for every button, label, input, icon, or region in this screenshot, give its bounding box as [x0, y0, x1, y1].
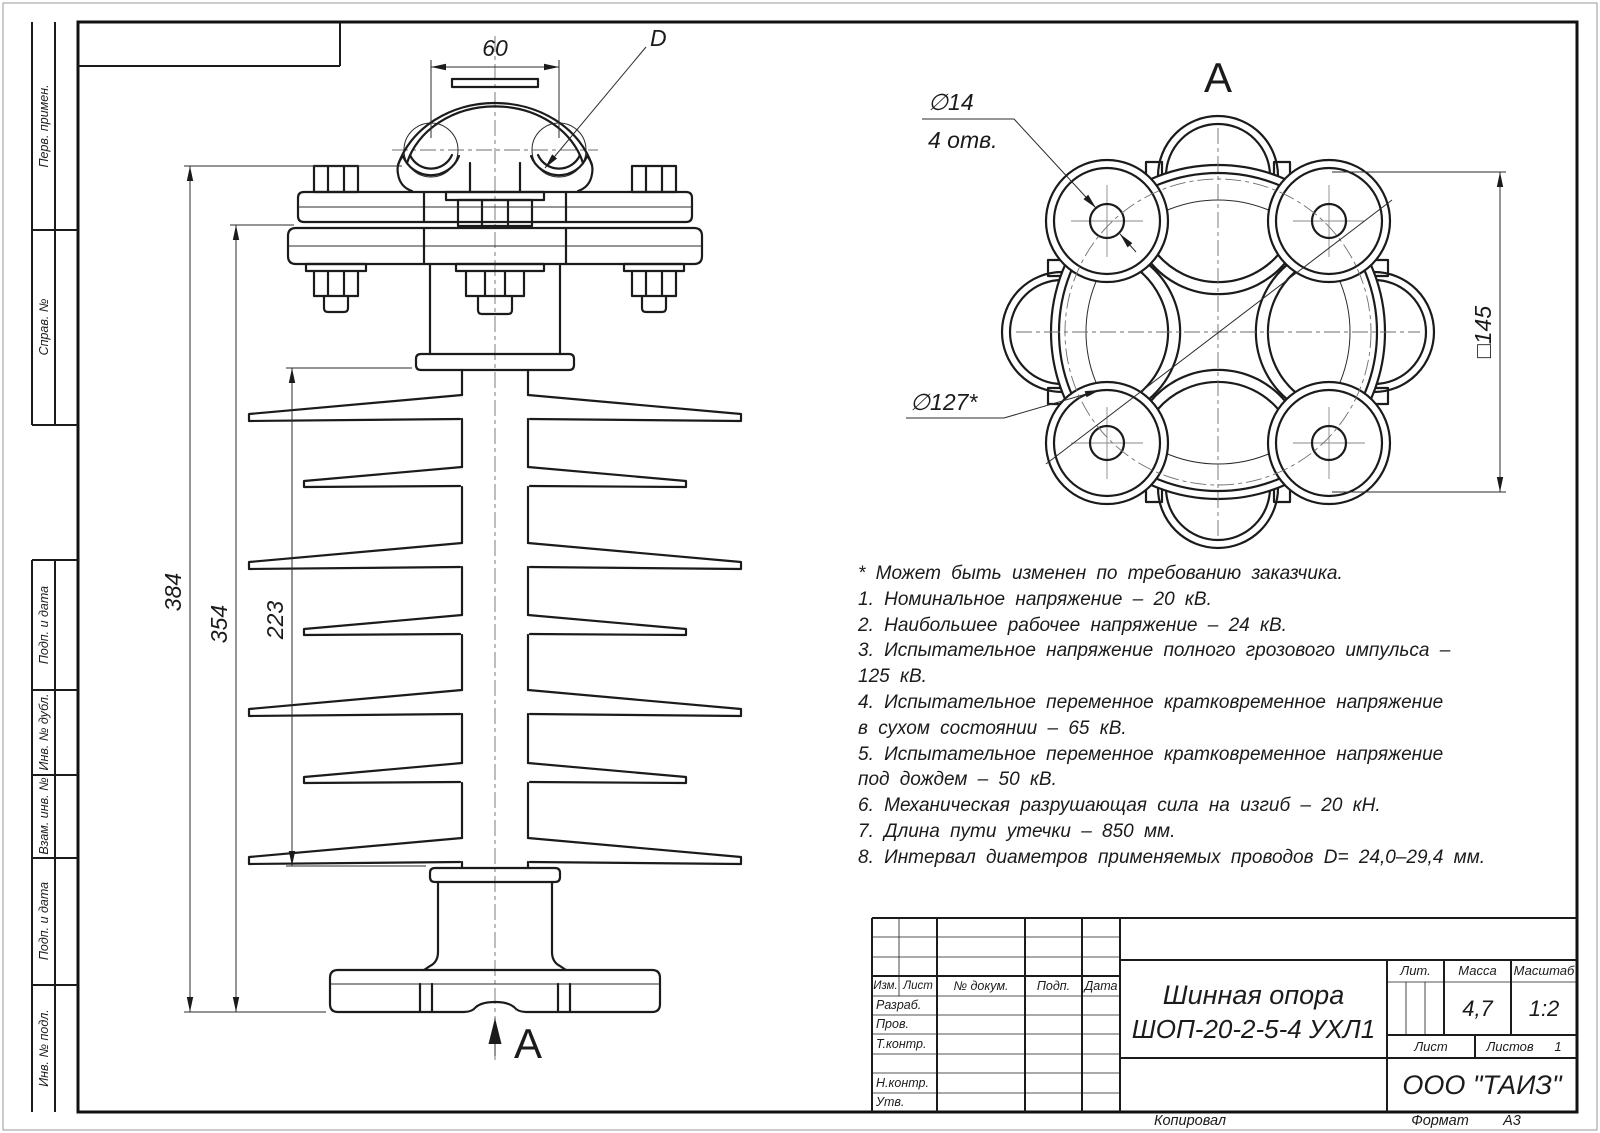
note-line: 5. Испытательное переменное кратковременное напряжение [858, 743, 1444, 765]
dim-conductor-label: D [650, 25, 667, 51]
footer-format-value: А3 [1503, 1113, 1521, 1129]
view-label-a: А [1203, 54, 1233, 101]
margin-stamp-vzam-inv: Взам. инв. № [37, 777, 51, 855]
note-line: * Может быть изменен по требованию заказчика. [858, 563, 1343, 584]
note-line: 7. Длина пути утечки – 850 мм. [858, 820, 1176, 842]
titleblock-row-nkontr: Н.контр. [876, 1076, 929, 1090]
dim-square-label: □145 [1470, 305, 1496, 359]
company-name: ООО "ТАИЗ" [1402, 1070, 1562, 1100]
dim-total-height-label: 384 [160, 572, 186, 612]
note-line: 125 кВ. [858, 666, 927, 688]
titleblock-mass-label: Масса [1458, 963, 1497, 978]
margin-stamp-inv-dubl: Инв. № дубл. [37, 693, 51, 771]
titleblock-header-list: Лист [903, 980, 933, 992]
titleblock-sheet-label: Лист [1414, 1039, 1448, 1054]
titleblock-sheets-value: 1 [1554, 1039, 1562, 1054]
titleblock-sheets-label: Листов [1486, 1039, 1534, 1054]
titleblock-header-izm: Изм. [873, 980, 898, 992]
note-line: 2. Наибольшее рабочее напряжение – 24 кВ. [858, 614, 1287, 636]
document-title-line1: Шинная опора [1162, 980, 1345, 1010]
document-title [1122, 968, 1385, 1056]
titleblock-mass-value: 4,7 [1462, 996, 1493, 1021]
note-line: под дождем – 50 кВ. [858, 769, 1057, 791]
dim-holes-count-label: 4 отв. [928, 127, 998, 153]
footer-copied-label: Копировал [1153, 1113, 1227, 1129]
margin-stamp-podp-data-2: Подп. и дата [37, 881, 51, 961]
titleblock-header-dokum: № докум. [953, 979, 1009, 993]
note-line: 3. Испытательное напряжение полного грозового импульса – [858, 640, 1451, 662]
dim-holes-dia-label: ∅14 [928, 89, 974, 115]
note-line: 4. Испытательное переменное кратковременное напряжение [858, 691, 1444, 713]
titleblock-header-data: Дата [1084, 979, 1118, 993]
section-label-a: А [514, 1020, 543, 1067]
margin-stamp-perv-primen: Перв. примен. [37, 84, 51, 168]
note-line: 8. Интервал диаметров применяемых проводов D= 24,0–29,4 мм. [858, 846, 1486, 868]
margin-stamp-sprav-no: Справ. № [37, 298, 51, 356]
footer-format-label: Формат [1411, 1113, 1469, 1129]
front-view [160, 25, 741, 1067]
dim-upper-height-label: 354 [206, 604, 232, 644]
titleblock-lit-label: Лит. [1400, 963, 1431, 978]
technical-notes [858, 561, 1485, 871]
titleblock-scale-label: Масштаб [1513, 963, 1575, 978]
titleblock-row-prov: Пров. [876, 1017, 909, 1031]
top-view [906, 54, 1506, 548]
titleblock-row-utv: Утв. [876, 1095, 905, 1109]
margin-stamp-podp-data-1: Подп. и дата [37, 585, 51, 665]
note-line: 1. Номинальное напряжение – 20 кВ. [858, 588, 1212, 610]
titleblock-row-tkontr: Т.контр. [876, 1037, 927, 1051]
titleblock-row-razrab: Разраб. [876, 998, 922, 1012]
margin-stamp-inv-podl: Инв. № подл. [37, 1009, 51, 1087]
note-line: в сухом состоянии – 65 кВ. [858, 717, 1127, 739]
front-view-dimensions [160, 25, 667, 1012]
dim-sheds-height-label: 223 [262, 600, 288, 640]
titleblock-header-podp: Подп. [1036, 979, 1071, 993]
note-line: 6. Механическая разрушающая сила на изгиб – 20 кН. [858, 795, 1381, 817]
titleblock-scale-value: 1:2 [1528, 996, 1560, 1021]
document-title-line2: ШОП-20-2-5-4 УХЛ1 [1131, 1014, 1376, 1044]
dim-circle-label: ∅127* [910, 389, 978, 415]
dim-width-label: 60 [482, 35, 508, 61]
